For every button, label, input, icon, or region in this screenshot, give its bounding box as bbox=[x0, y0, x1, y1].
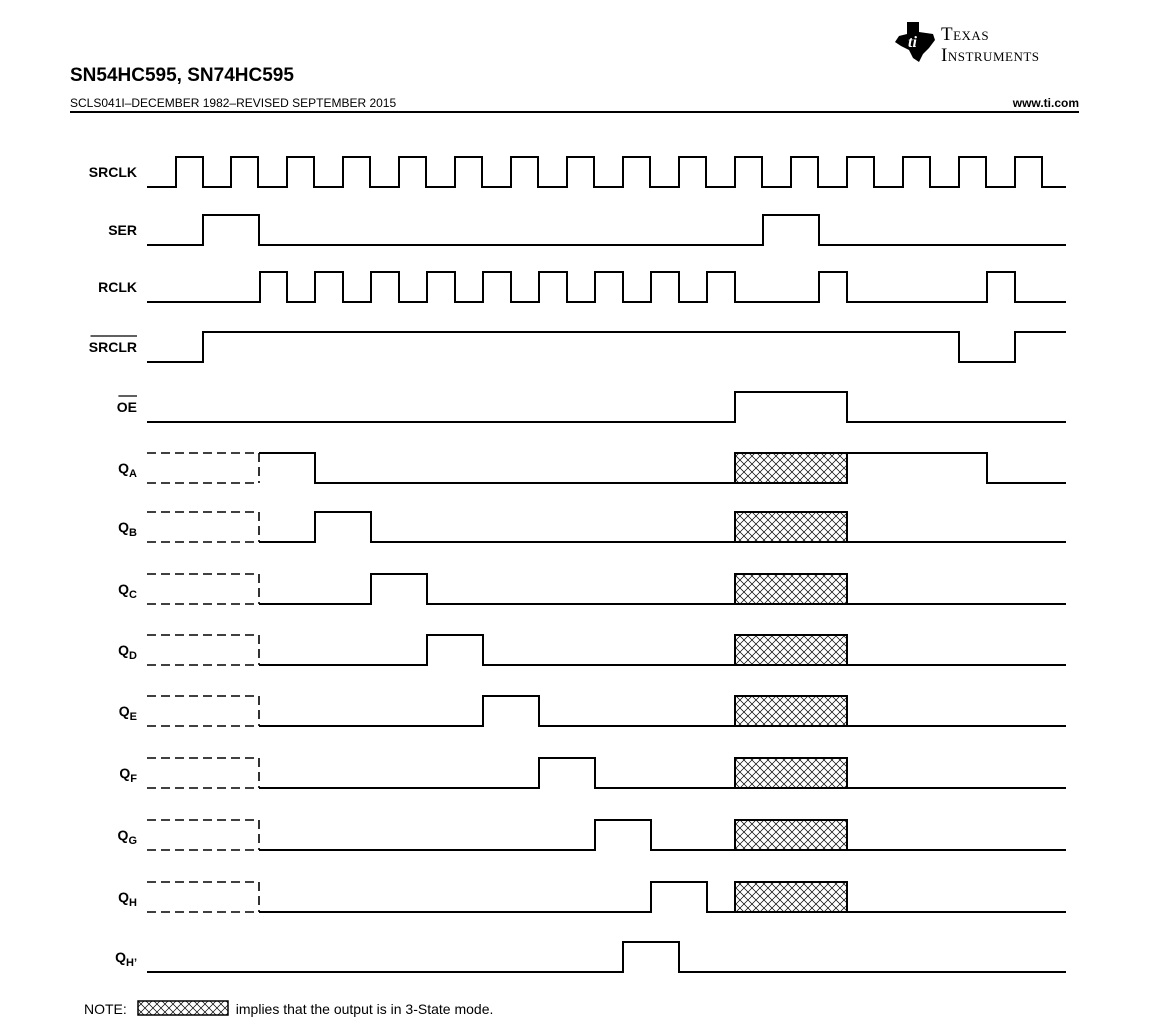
tri-state-window-qb bbox=[735, 512, 847, 542]
unknown-state-qg bbox=[147, 820, 259, 850]
waveform-trace-qhp bbox=[147, 942, 1066, 972]
waveform-trace-srclk bbox=[147, 157, 1066, 187]
tri-state-window-qd bbox=[735, 635, 847, 665]
unknown-state-qh bbox=[147, 882, 259, 912]
signal-label-ser: SER bbox=[108, 222, 137, 238]
waveform-trace-qf bbox=[259, 758, 735, 788]
unknown-state-qa bbox=[147, 453, 259, 483]
signal-label-qf: $Q_F$ bbox=[119, 765, 137, 785]
unknown-state-qc bbox=[147, 574, 259, 604]
waveform-trace-qe bbox=[259, 696, 735, 726]
waveform-trace-oe bbox=[147, 392, 1066, 422]
signal-label-qhp: $Q_{H’}$ bbox=[115, 949, 137, 969]
waveform-trace-rclk bbox=[147, 272, 1066, 302]
website-link[interactable]: www.ti.com bbox=[1012, 96, 1079, 110]
waveform-oe bbox=[147, 392, 1066, 422]
waveform-srclr bbox=[147, 332, 1066, 362]
signal-label-srclr: SRCLR bbox=[88, 339, 137, 355]
waveform-trace-qd bbox=[259, 635, 735, 665]
waveform-trace-qa bbox=[259, 453, 735, 483]
waveform-qf bbox=[147, 758, 1066, 788]
unknown-state-qb bbox=[147, 512, 259, 542]
tri-state-window-qg bbox=[735, 820, 847, 850]
signal-label-qb: $Q_B$ bbox=[118, 519, 137, 539]
waveform-ser bbox=[147, 215, 1066, 245]
tri-state-window-qa bbox=[735, 453, 847, 483]
unknown-state-qd bbox=[147, 635, 259, 665]
waveform-trace-qh bbox=[259, 882, 735, 912]
unknown-state-qf bbox=[147, 758, 259, 788]
tri-state-window-qc bbox=[735, 574, 847, 604]
signal-label-qg: $Q_G$ bbox=[117, 827, 137, 847]
waveform-qh bbox=[147, 882, 1066, 912]
waveform-srclk bbox=[147, 157, 1066, 187]
waveform-qd bbox=[147, 635, 1066, 665]
document-number: SCLS041I–DECEMBER 1982–REVISED SEPTEMBER 2015 bbox=[70, 96, 397, 110]
tri-state-window-qe bbox=[735, 696, 847, 726]
waveform-qg bbox=[147, 820, 1066, 850]
waveform-trace-qg bbox=[259, 820, 735, 850]
signal-label-qh: $Q_H$ bbox=[118, 889, 137, 909]
waveform-trace-qc bbox=[259, 574, 735, 604]
signal-label-qc: $Q_C$ bbox=[118, 581, 137, 601]
waveform-qb bbox=[147, 512, 1066, 542]
hatch-swatch bbox=[137, 1000, 230, 1017]
waveform-qc bbox=[147, 574, 1066, 604]
waveform-trace-srclr bbox=[147, 332, 1066, 362]
svg-text:ti: ti bbox=[908, 34, 917, 51]
document-title: SN54HC595, SN74HC595 bbox=[70, 65, 294, 86]
diagram-note bbox=[84, 1000, 493, 1017]
signal-label-srclk: SRCLK bbox=[88, 164, 137, 180]
signal-label-oe: OE bbox=[116, 399, 137, 415]
logo-line1: Texas bbox=[941, 24, 990, 45]
tri-state-window-qh bbox=[735, 882, 847, 912]
waveform-qhp bbox=[147, 942, 1066, 972]
waveform-tail-qa bbox=[847, 453, 1066, 483]
waveform-qe bbox=[147, 696, 1066, 726]
waveform-trace-qb bbox=[259, 512, 735, 542]
signal-label-rclk: RCLK bbox=[98, 279, 137, 295]
waveform-qa bbox=[147, 453, 1066, 483]
note-prefix: NOTE: bbox=[84, 1000, 127, 1017]
tri-state-window-qf bbox=[735, 758, 847, 788]
waveform-rclk bbox=[147, 272, 1066, 302]
waveform-trace-ser bbox=[147, 215, 1066, 245]
signal-label-qe: $Q_E$ bbox=[118, 703, 137, 723]
note-text: implies that the output is in 3-State mode. bbox=[235, 1000, 494, 1017]
unknown-state-qe bbox=[147, 696, 259, 726]
signal-label-qa: $Q_A$ bbox=[118, 460, 137, 480]
logo-line2: Instruments bbox=[941, 45, 1040, 66]
signal-label-qd: $Q_D$ bbox=[118, 642, 137, 662]
